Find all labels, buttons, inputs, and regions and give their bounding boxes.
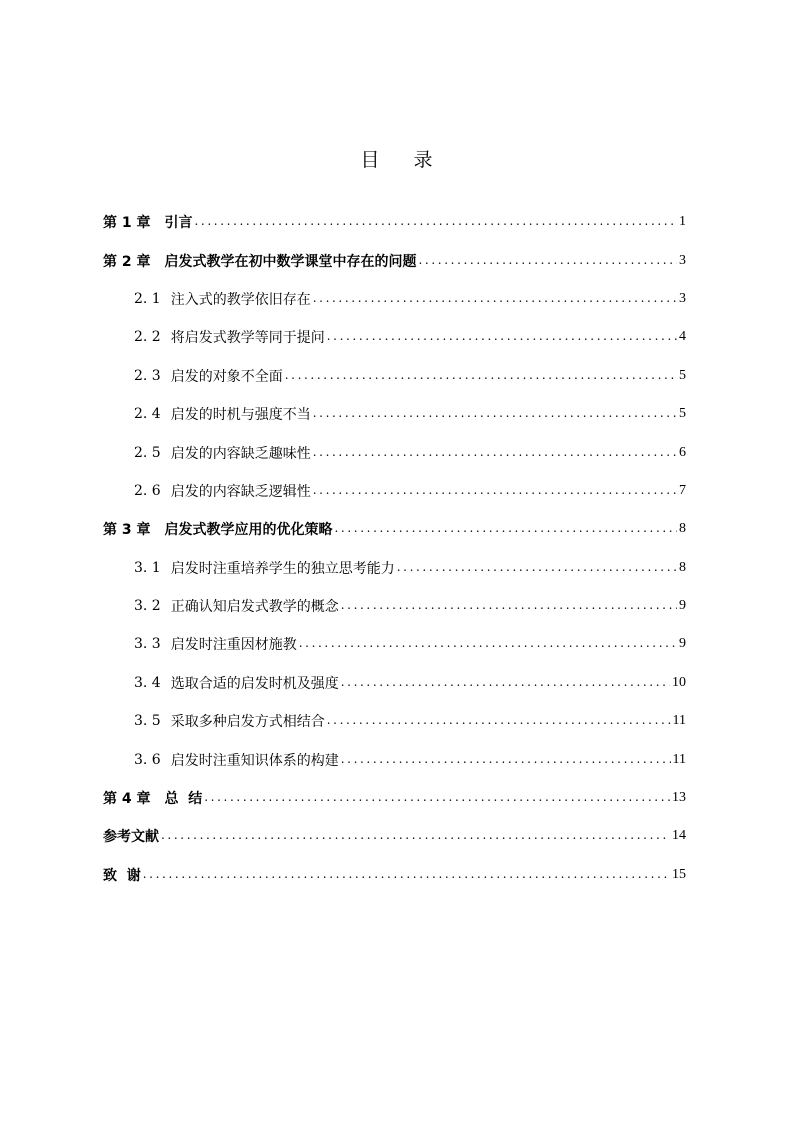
toc-entry[interactable] (103, 510, 686, 548)
toc-entry-page: 8 (679, 521, 686, 537)
dot-leader (204, 791, 670, 805)
toc-entry-number: 3. 2 (134, 598, 161, 615)
toc-entry-page: 5 (679, 367, 686, 383)
toc-entry[interactable] (103, 856, 686, 894)
toc-entry-page: 3 (679, 252, 686, 268)
toc-entry-number: 2. 3 (134, 367, 161, 384)
toc-entry[interactable] (103, 318, 686, 356)
toc-entry-label: 启发的内容缺乏趣味性 (170, 445, 311, 462)
dot-leader (341, 753, 671, 767)
toc-entry-label: 启发式教学在初中数学课堂中存在的问题 (164, 253, 417, 270)
toc-entry-page: 7 (679, 482, 686, 498)
toc-entry-label: 将启发式教学等同于提问 (170, 330, 325, 347)
toc-entry-label: 启发的内容缺乏逻辑性 (170, 483, 311, 500)
dot-leader (195, 215, 678, 229)
toc-entry-label: 注入式的教学依旧存在 (170, 291, 311, 308)
toc-entry-number: 3. 3 (134, 636, 161, 653)
dot-leader (313, 292, 677, 306)
toc-entry-page: 3 (679, 290, 686, 306)
dot-leader (313, 446, 677, 460)
toc-entry-page: 10 (672, 674, 686, 690)
dot-leader (285, 369, 677, 383)
toc-entry[interactable] (103, 280, 686, 318)
dot-leader (327, 714, 671, 728)
toc-entry-page: 13 (672, 790, 686, 806)
toc-entry-label: 采取多种启发方式相结合 (170, 714, 325, 731)
toc-entry[interactable] (103, 817, 686, 855)
toc-entry-number: 2. 5 (134, 444, 161, 461)
toc-entry-label: 致 谢 (103, 867, 141, 884)
toc-entry[interactable] (103, 779, 686, 817)
toc-entry-number: 2. 1 (134, 290, 161, 307)
toc-entry-label: 启发的对象不全面 (170, 368, 283, 385)
toc-entry[interactable] (103, 702, 686, 740)
toc-entry-number: 第 4 章 (103, 791, 151, 808)
toc-entry-label: 总 结 (164, 791, 203, 808)
toc-entry-number: 3. 5 (134, 713, 161, 730)
toc-entry-label: 启发时注重知识体系的构建 (170, 752, 339, 769)
toc-entry-page: 8 (679, 559, 686, 575)
toc-entry-number: 3. 6 (134, 751, 161, 768)
table-of-contents (103, 203, 686, 894)
toc-entry[interactable] (103, 433, 686, 471)
toc-entry-page: 4 (679, 329, 686, 345)
toc-title-right: 录 (413, 149, 433, 171)
dot-leader (327, 330, 677, 344)
toc-entry-number: 2. 6 (134, 482, 161, 499)
toc-entry-number: 第 2 章 (103, 253, 151, 270)
dot-leader (161, 829, 670, 843)
toc-entry-page: 9 (679, 598, 686, 614)
dot-leader (313, 484, 677, 498)
toc-entry-number: 2. 4 (134, 406, 161, 423)
toc-entry-label: 启发式教学应用的优化策略 (164, 522, 333, 539)
toc-entry[interactable] (103, 472, 686, 510)
dot-leader (341, 599, 677, 613)
toc-entry-page: 11 (672, 713, 686, 729)
toc-entry-page: 14 (672, 828, 686, 844)
toc-entry[interactable] (103, 549, 686, 587)
toc-entry-page: 9 (679, 636, 686, 652)
toc-entry[interactable] (103, 395, 686, 433)
toc-entry-number: 第 3 章 (103, 522, 151, 539)
dot-leader (341, 676, 670, 690)
dot-leader (313, 407, 677, 421)
toc-entry-number: 2. 2 (134, 329, 161, 346)
toc-entry[interactable] (103, 241, 686, 279)
toc-entry-label: 参考文献 (103, 829, 159, 846)
toc-entry-label: 启发时注重因材施教 (170, 637, 297, 654)
toc-entry[interactable] (103, 625, 686, 663)
toc-entry-label: 启发时注重培养学生的独立思考能力 (170, 560, 395, 577)
dot-leader (419, 254, 678, 268)
dot-leader (397, 561, 677, 575)
toc-entry-page: 1 (679, 214, 686, 230)
toc-entry-number: 第 1 章 (103, 215, 151, 232)
dot-leader (143, 868, 670, 882)
toc-entry-number: 3. 1 (134, 559, 161, 576)
dot-leader (335, 522, 678, 536)
toc-entry[interactable] (103, 740, 686, 778)
toc-entry-label: 选取合适的启发时机及强度 (170, 675, 339, 692)
toc-entry[interactable] (103, 357, 686, 395)
dot-leader (299, 637, 677, 651)
toc-title-left: 目 (360, 149, 380, 171)
toc-title (0, 145, 793, 172)
toc-entry-label: 引言 (164, 215, 193, 232)
toc-entry-page: 15 (672, 866, 686, 882)
toc-entry-page: 6 (679, 444, 686, 460)
toc-entry[interactable] (103, 587, 686, 625)
toc-entry-page: 11 (672, 751, 686, 767)
toc-entry[interactable] (103, 664, 686, 702)
toc-entry-label: 正确认知启发式教学的概念 (170, 599, 339, 616)
toc-entry[interactable] (103, 203, 686, 241)
toc-entry-number: 3. 4 (134, 674, 161, 691)
toc-entry-label: 启发的时机与强度不当 (170, 407, 311, 424)
toc-entry-page: 5 (679, 406, 686, 422)
